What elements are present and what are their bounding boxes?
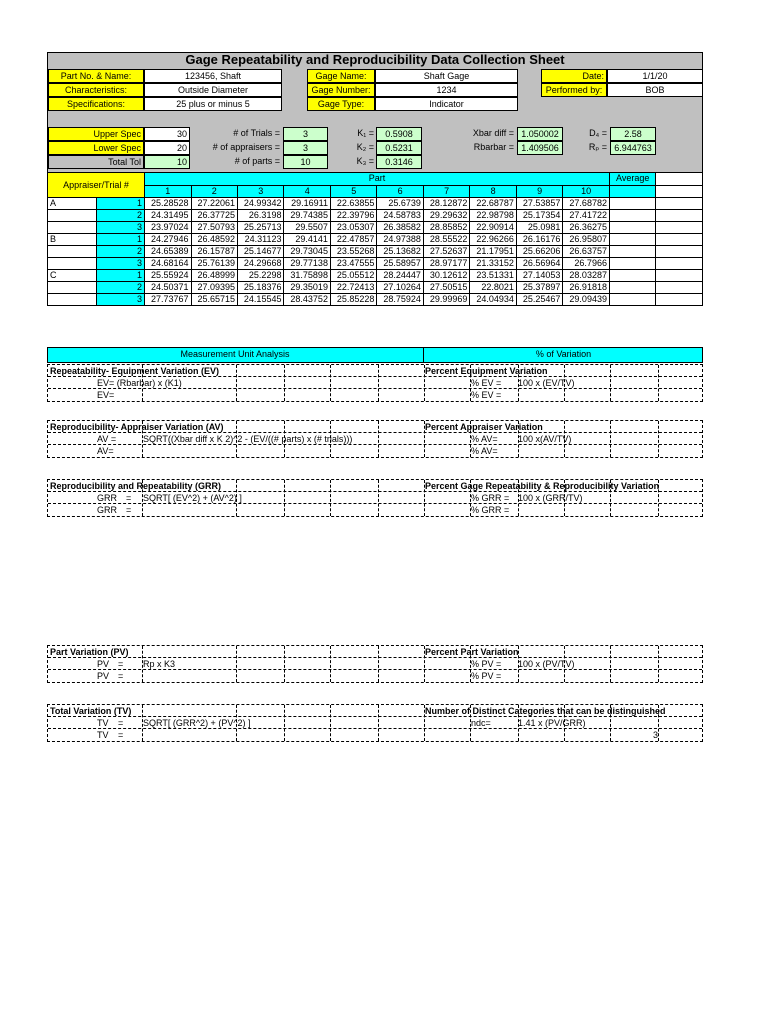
measurement-cell[interactable]: 24.68164	[145, 258, 191, 270]
blank-cell	[656, 282, 703, 294]
section-col-line	[610, 421, 611, 457]
measurement-cell[interactable]: 22.63855	[330, 198, 376, 210]
measurement-cell[interactable]: 27.53857	[516, 198, 562, 210]
table-row	[48, 210, 703, 222]
part-value[interactable]: 123456, Shaft	[144, 69, 282, 83]
tv-eq: =	[118, 718, 124, 728]
measurement-cell[interactable]: 24.97388	[377, 234, 423, 246]
pgrr-result-label: % GRR =	[471, 505, 510, 515]
average-cell	[609, 210, 655, 222]
measurement-cell[interactable]: 26.48999	[191, 270, 237, 282]
part-number: 3	[237, 185, 283, 198]
specifications-value[interactable]: 25 plus or minus 5	[144, 97, 282, 111]
pav-formula: 100 x(AV/TV)	[518, 434, 572, 444]
part-number: 8	[470, 185, 516, 198]
measurement-cell[interactable]: 24.50371	[145, 282, 191, 294]
tv-result-label: TV	[97, 730, 109, 740]
section-col-line	[378, 365, 379, 401]
measurement-cell[interactable]: 28.03287	[563, 270, 610, 282]
measurement-cell[interactable]: 28.85852	[423, 222, 469, 234]
grr-eq: =	[126, 493, 132, 503]
measurement-cell[interactable]: 24.65389	[145, 246, 191, 258]
date-value[interactable]: 1/1/20	[607, 69, 703, 83]
tv-label: TV	[97, 718, 109, 728]
ppv-title: Percent Part Variation	[425, 647, 519, 657]
ev-title: Repeatability- Equipment Variation (EV)	[50, 366, 220, 376]
grr-formula: SQRT[ (EV^2) + (AV^2) ]	[143, 493, 242, 503]
trial-cell: 2	[96, 246, 145, 258]
ev-formula: EV= (Rbarbar) x (K1)	[97, 378, 182, 388]
measurement-cell[interactable]: 22.39796	[330, 210, 376, 222]
pgrr-title: Percent Gage Repeatability & Reproducibility Variation	[425, 481, 660, 491]
section-col-line	[658, 646, 659, 682]
ndc-formula: 1.41 x (PV/GRR)	[518, 718, 586, 728]
measurement-cell[interactable]: 27.41722	[563, 210, 610, 222]
measurement-cell[interactable]: 25.66206	[516, 246, 562, 258]
grr-label: GRR	[97, 493, 117, 503]
table-row	[48, 294, 703, 306]
rp-label: Rₚ =	[588, 142, 607, 152]
measurement-cell[interactable]: 23.47555	[330, 258, 376, 270]
measurement-cell[interactable]: 29.4141	[284, 234, 330, 246]
part-number: 9	[516, 185, 562, 198]
pov-header: % of Variation	[535, 349, 592, 359]
measurement-cell[interactable]: 25.18376	[237, 282, 283, 294]
measurement-cell[interactable]: 26.91818	[563, 282, 610, 294]
pv-title: Part Variation (PV)	[50, 647, 129, 657]
measurement-cell[interactable]: 28.12872	[423, 198, 469, 210]
blank-cell	[656, 246, 703, 258]
blank-cell	[656, 294, 703, 306]
pv-label: PV	[97, 659, 110, 669]
part-number: 10	[563, 185, 610, 198]
rbarbar-label: Rbarbar =	[473, 142, 514, 152]
measurement-cell[interactable]: 29.35019	[284, 282, 330, 294]
upper-spec-value[interactable]: 30	[144, 127, 190, 141]
trial-cell: 1	[96, 198, 145, 210]
measurement-cell[interactable]: 25.13682	[377, 246, 423, 258]
measurement-cell[interactable]: 25.14677	[237, 246, 283, 258]
measurement-cell[interactable]: 26.7966	[563, 258, 610, 270]
measurement-cell[interactable]: 24.04934	[470, 294, 516, 306]
gage-number-label: Gage Number:	[307, 83, 375, 97]
characteristics-value[interactable]: Outside Diameter	[144, 83, 282, 97]
measurement-cell[interactable]: 26.63757	[563, 246, 610, 258]
part-number: 4	[284, 185, 330, 198]
measurement-cell[interactable]: 28.24447	[377, 270, 423, 282]
gage-name-label: Gage Name:	[307, 69, 375, 83]
d4-value: 2.58	[610, 127, 656, 141]
k3-label: K₃ =	[356, 156, 374, 166]
measurement-cell[interactable]: 29.16911	[284, 198, 330, 210]
part-header: Part	[145, 173, 610, 186]
rp-value: 6.944763	[610, 141, 656, 155]
part-number: 2	[191, 185, 237, 198]
measurement-cell[interactable]: 26.16176	[516, 234, 562, 246]
pv-section	[47, 645, 703, 683]
measurement-cell[interactable]: 28.97177	[423, 258, 469, 270]
appraiser-cell	[48, 294, 97, 306]
k1-label: K₁ =	[357, 128, 374, 138]
appraiser-cell: B	[48, 234, 97, 246]
part-number: 5	[330, 185, 376, 198]
k1-value: 0.5908	[376, 127, 422, 141]
xbar-diff-value: 1.050002	[517, 127, 563, 141]
average-cell	[609, 258, 655, 270]
rbarbar-value: 1.409506	[517, 141, 563, 155]
av-label: AV =	[97, 434, 117, 444]
part-number-row	[48, 185, 703, 198]
measurement-cell[interactable]: 29.73045	[284, 246, 330, 258]
measurement-cell[interactable]: 23.97024	[145, 222, 191, 234]
appraiser-cell	[48, 210, 97, 222]
section-col-line	[330, 480, 331, 516]
data-rows	[48, 198, 703, 306]
measurement-cell[interactable]: 25.55924	[145, 270, 191, 282]
parts-label: # of parts =	[234, 156, 280, 166]
measurement-cell[interactable]: 28.43752	[284, 294, 330, 306]
k2-value: 0.5231	[376, 141, 422, 155]
section-col-line	[330, 705, 331, 741]
measurement-cell[interactable]: 25.25467	[516, 294, 562, 306]
blank-cell	[656, 185, 703, 198]
measurement-cell[interactable]: 27.50793	[191, 222, 237, 234]
section-col-line	[378, 646, 379, 682]
measurement-cell[interactable]: 24.29668	[237, 258, 283, 270]
grr-result-eq: =	[126, 505, 132, 515]
measurement-cell[interactable]: 29.99969	[423, 294, 469, 306]
pav-title: Percent Appraiser Variation	[425, 422, 543, 432]
lower-spec-value[interactable]: 20	[144, 141, 190, 155]
average-cell	[609, 234, 655, 246]
measurement-cell[interactable]: 28.75924	[377, 294, 423, 306]
measurement-cell[interactable]: 29.74385	[284, 210, 330, 222]
measurement-cell[interactable]: 24.15545	[237, 294, 283, 306]
blank-cell	[656, 258, 703, 270]
part-number: 1	[145, 185, 191, 198]
measurement-cell[interactable]: 27.73767	[145, 294, 191, 306]
section-col-line	[284, 646, 285, 682]
pv-eq: =	[118, 659, 124, 669]
appraiser-cell	[48, 222, 97, 234]
measurement-cell[interactable]: 29.29632	[423, 210, 469, 222]
ndc-label: ndc=	[471, 718, 491, 728]
measurement-cell[interactable]: 24.31123	[237, 234, 283, 246]
tv-section	[47, 704, 703, 742]
tv-formula: SQRT[ (GRR^2) + (PV^2) ]	[143, 718, 251, 728]
tv-result-eq: =	[118, 730, 124, 740]
measurement-cell[interactable]: 25.85228	[330, 294, 376, 306]
characteristics-label: Characteristics:	[48, 83, 144, 97]
section-col-line	[284, 705, 285, 741]
measurement-cell[interactable]: 23.51331	[470, 270, 516, 282]
measurement-cell[interactable]: 24.99342	[237, 198, 283, 210]
ndc-title: Number of Distinct Categories that can be distinguished	[425, 706, 666, 716]
pgrr-label: % GRR =	[471, 493, 510, 503]
blank-header-cell	[656, 173, 703, 186]
av-title: Reproducibility- Appraiser Variation (AV)	[50, 422, 224, 432]
measurement-cell[interactable]: 25.58957	[377, 258, 423, 270]
measurement-cell[interactable]: 27.52637	[423, 246, 469, 258]
trials-value[interactable]: 3	[283, 127, 328, 141]
measurement-cell[interactable]: 22.47857	[330, 234, 376, 246]
average-cell	[609, 294, 655, 306]
pev-title: Percent Equipment Variation	[425, 366, 548, 376]
pv-result-label: PV	[97, 671, 110, 681]
total-tol-value: 10	[144, 155, 190, 169]
measurement-cell[interactable]: 22.68787	[470, 198, 516, 210]
measurement-cell[interactable]: 25.05512	[330, 270, 376, 282]
av-formula: SQRT((Xbar diff x K 2)^2 - (EV/((# parts) x (# trials)))	[143, 434, 353, 444]
measurement-cell[interactable]: 25.65715	[191, 294, 237, 306]
performed-by-label: Performed by:	[541, 83, 607, 97]
appraiser-cell	[48, 258, 97, 270]
section-col-line	[378, 480, 379, 516]
specifications-label: Specifications:	[48, 97, 144, 111]
trial-cell: 3	[96, 222, 145, 234]
gage-name-value[interactable]: Shaft Gage	[375, 69, 518, 83]
upper-spec-label: Upper Spec	[48, 127, 144, 141]
pev-formula: 100 x (EV/TV)	[518, 378, 575, 388]
ev-result-label: EV=	[97, 390, 115, 400]
appraiser-cell	[48, 246, 97, 258]
measurement-cell[interactable]: 25.17354	[516, 210, 562, 222]
pev-label: % EV =	[471, 378, 502, 388]
trial-cell: 2	[96, 282, 145, 294]
table-row	[48, 246, 703, 258]
blank-cell	[656, 210, 703, 222]
trial-cell: 1	[96, 234, 145, 246]
k2-label: K₂ =	[356, 142, 374, 152]
trial-cell: 3	[96, 258, 145, 270]
d4-label: D₄ =	[589, 128, 607, 138]
ppv-formula: 100 x (PV/TV)	[518, 659, 575, 669]
average-cell	[609, 198, 655, 210]
measurement-cell[interactable]: 24.58783	[377, 210, 423, 222]
blank-cell	[656, 234, 703, 246]
measurement-cell[interactable]: 28.55522	[423, 234, 469, 246]
section-col-line	[330, 365, 331, 401]
gage-type-value[interactable]: Indicator	[375, 97, 518, 111]
average-header: Average	[609, 173, 655, 186]
measurement-cell[interactable]: 25.37897	[516, 282, 562, 294]
appraisers-label: # of appraisers =	[212, 142, 280, 152]
ndc-value: 3	[652, 730, 658, 740]
measurement-cell[interactable]: 29.5507	[284, 222, 330, 234]
section-col-line	[284, 480, 285, 516]
k3-value: 0.3146	[376, 155, 422, 169]
measurement-cell[interactable]: 27.50515	[423, 282, 469, 294]
table-row	[48, 222, 703, 234]
appraiser-cell	[48, 282, 97, 294]
measurement-cell[interactable]: 22.72413	[330, 282, 376, 294]
measurement-cell[interactable]: 26.36275	[563, 222, 610, 234]
part-number: 6	[377, 185, 423, 198]
parts-value[interactable]: 10	[283, 155, 328, 169]
measurement-cell[interactable]: 21.33152	[470, 258, 516, 270]
average-cell	[609, 282, 655, 294]
pv-result-eq: =	[118, 671, 124, 681]
table-row	[48, 282, 703, 294]
section-col-line	[236, 365, 237, 401]
trial-cell: 2	[96, 210, 145, 222]
trials-label: # of Trials =	[233, 128, 280, 138]
measurement-cell[interactable]: 29.77138	[284, 258, 330, 270]
measurement-cell[interactable]: 27.14053	[516, 270, 562, 282]
table-row	[48, 270, 703, 282]
table-row	[48, 198, 703, 210]
measurement-cell[interactable]: 22.96266	[470, 234, 516, 246]
part-number: 7	[423, 185, 469, 198]
total-tol-label: Total Tol	[48, 155, 144, 169]
measurement-cell[interactable]: 27.09395	[191, 282, 237, 294]
measurement-cell[interactable]: 27.68782	[563, 198, 610, 210]
xbar-diff-label: Xbar diff =	[472, 128, 514, 138]
section-col-line	[236, 646, 237, 682]
table-row	[48, 234, 703, 246]
pav-label: % AV=	[471, 434, 498, 444]
measurement-cell[interactable]: 26.48592	[191, 234, 237, 246]
measurement-cell[interactable]: 30.12612	[423, 270, 469, 282]
measurement-cell[interactable]: 26.95807	[563, 234, 610, 246]
pv-formula: Rp x K3	[143, 659, 176, 669]
section-row-line	[48, 646, 702, 658]
appraiser-trial-header: Appraiser/Trial #	[48, 173, 145, 198]
measurement-cell[interactable]: 25.28528	[145, 198, 191, 210]
measurement-cell[interactable]: 22.8021	[470, 282, 516, 294]
mua-header: Measurement Unit Analysis	[180, 349, 290, 359]
measurement-cell[interactable]: 26.3198	[237, 210, 283, 222]
date-label: Date:	[541, 69, 607, 83]
av-result-label: AV=	[97, 446, 114, 456]
blank-cell	[656, 270, 703, 282]
section-col-line	[610, 365, 611, 401]
grr-section	[47, 479, 703, 517]
section-col-line	[378, 421, 379, 457]
measurement-cell[interactable]: 25.76139	[191, 258, 237, 270]
grr-title: Reproducibility and Repeatability (GRR)	[50, 481, 222, 491]
trial-cell: 1	[96, 270, 145, 282]
average-cell	[609, 246, 655, 258]
table-row	[48, 258, 703, 270]
measurement-cell[interactable]: 24.31495	[145, 210, 191, 222]
measurement-table	[47, 172, 703, 306]
av-section	[47, 420, 703, 458]
pev-result-label: % EV =	[471, 390, 502, 400]
average-blank	[609, 185, 655, 198]
gage-type-label: Gage Type:	[307, 97, 375, 111]
measurement-cell[interactable]: 25.2298	[237, 270, 283, 282]
average-cell	[609, 270, 655, 282]
performed-by-value[interactable]: BOB	[607, 83, 703, 97]
blank-cell	[656, 222, 703, 234]
lower-spec-label: Lower Spec	[48, 141, 144, 155]
ev-section	[47, 364, 703, 402]
section-col-line	[658, 365, 659, 401]
grr-result-label: GRR	[97, 505, 117, 515]
ppv-label: % PV =	[471, 659, 502, 669]
sheet-title: Gage Repeatability and Reproducibility Data Collection Sheet	[185, 52, 565, 67]
average-cell	[609, 222, 655, 234]
measurement-cell[interactable]: 25.0981	[516, 222, 562, 234]
section-col-line	[610, 646, 611, 682]
blank-cell	[656, 198, 703, 210]
appraisers-value[interactable]: 3	[283, 141, 328, 155]
ppv-result-label: % PV =	[471, 671, 502, 681]
section-col-line	[284, 365, 285, 401]
section-col-line	[378, 705, 379, 741]
measurement-cell[interactable]: 27.10264	[377, 282, 423, 294]
measurement-cell[interactable]: 25.25713	[237, 222, 283, 234]
measurement-cell[interactable]: 26.38582	[377, 222, 423, 234]
measurement-cell[interactable]: 21.17951	[470, 246, 516, 258]
measurement-cell[interactable]: 22.98798	[470, 210, 516, 222]
measurement-cell[interactable]: 22.90914	[470, 222, 516, 234]
measurement-cell[interactable]: 27.22061	[191, 198, 237, 210]
trial-cell: 3	[96, 294, 145, 306]
measurement-cell[interactable]: 26.56964	[516, 258, 562, 270]
measurement-cell[interactable]: 23.05307	[330, 222, 376, 234]
pav-result-label: % AV=	[471, 446, 498, 456]
section-col-line	[330, 646, 331, 682]
gage-number-value[interactable]: 1234	[375, 83, 518, 97]
measurement-cell[interactable]: 26.37725	[191, 210, 237, 222]
measurement-cell[interactable]: 29.09439	[563, 294, 610, 306]
measurement-cell[interactable]: 26.15787	[191, 246, 237, 258]
part-label: Part No. & Name:	[48, 69, 144, 83]
measurement-cell[interactable]: 24.27946	[145, 234, 191, 246]
appraiser-cell: C	[48, 270, 97, 282]
measurement-cell[interactable]: 23.55268	[330, 246, 376, 258]
pgrr-formula: 100 x (GRR/TV)	[518, 493, 583, 503]
measurement-cell[interactable]: 31.75898	[284, 270, 330, 282]
appraiser-cell: A	[48, 198, 97, 210]
measurement-cell[interactable]: 25.6739	[377, 198, 423, 210]
tv-title: Total Variation (TV)	[50, 706, 132, 716]
section-col-line	[658, 421, 659, 457]
